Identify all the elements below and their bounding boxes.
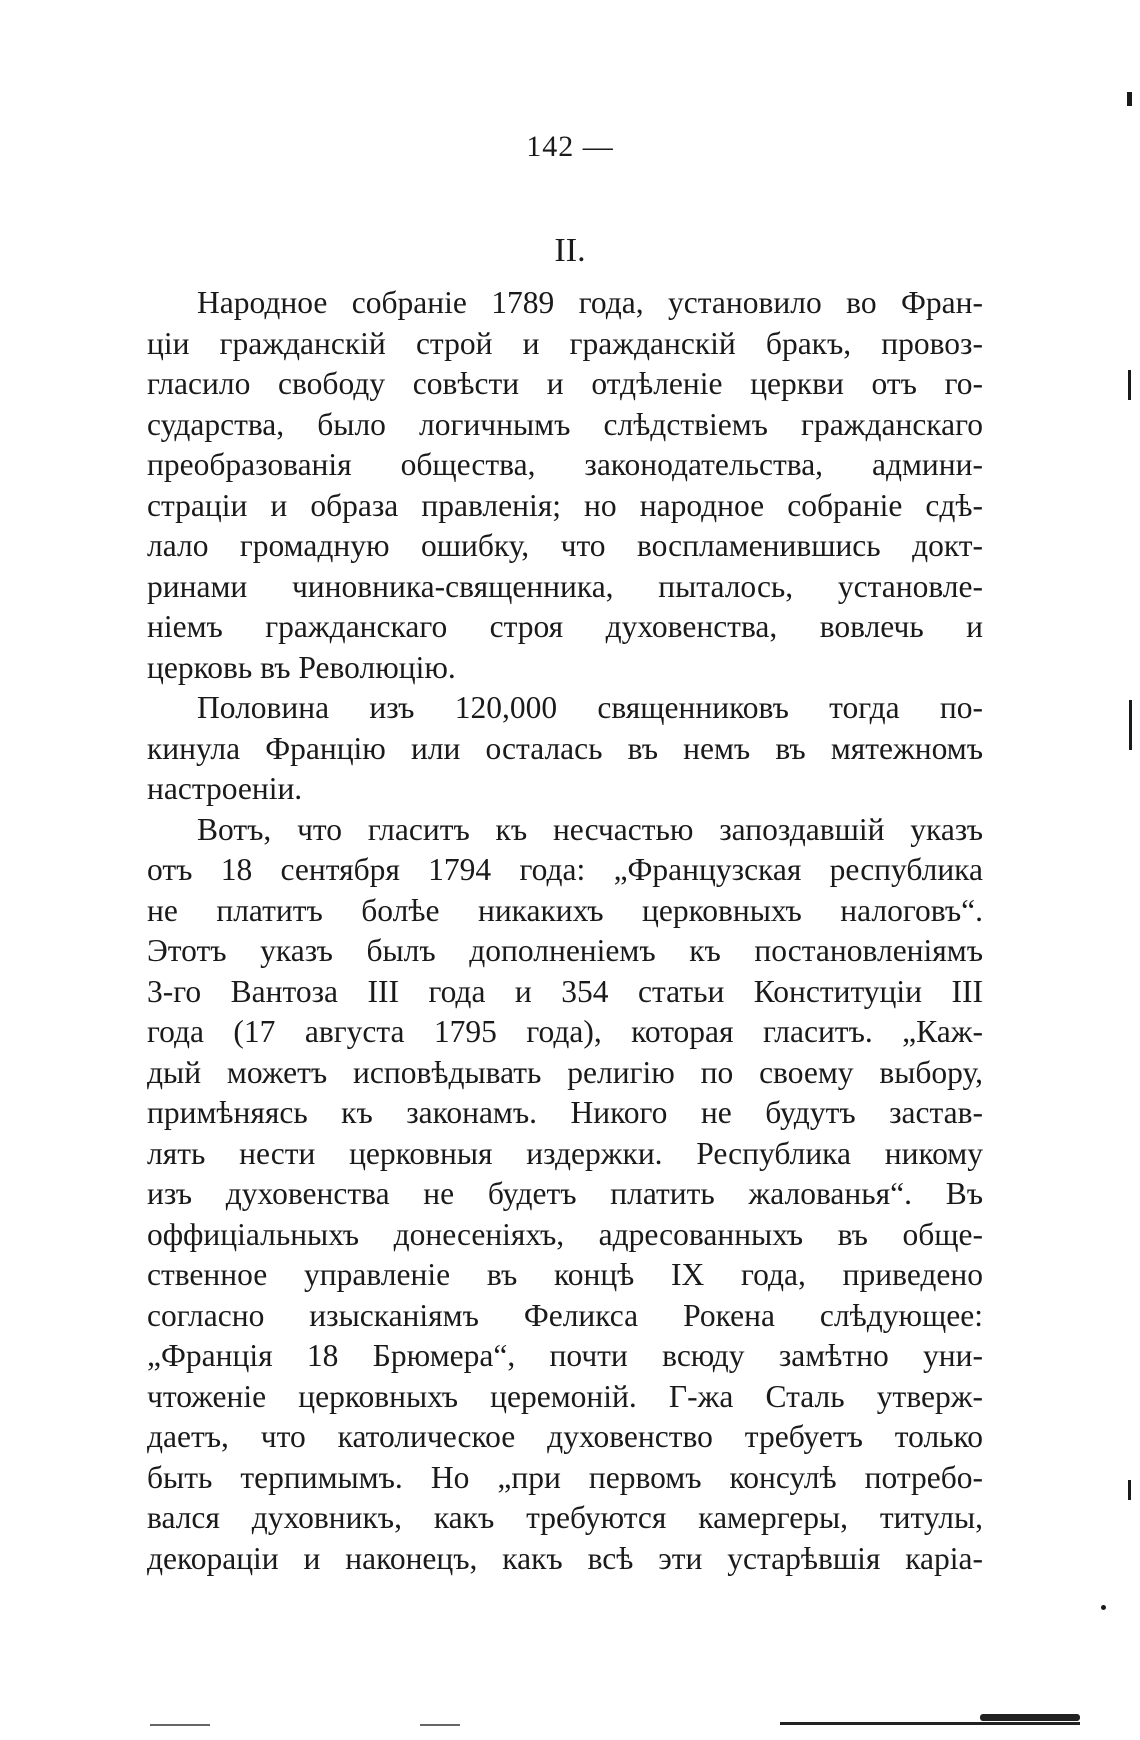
scan-edge-mark — [1128, 370, 1131, 400]
text-line: согласно изысканіямъ Феликса Рокена слѣдующее: — [147, 1297, 983, 1333]
scan-edge-mark — [1129, 700, 1132, 750]
text-line: Вотъ, что гласитъ къ несчастью запоздавшій указъ — [197, 811, 983, 847]
text-line: „Франція 18 Брюмера“, почти всюду замѣтно уни- — [147, 1338, 983, 1373]
text-line: примѣняясь къ законамъ. Никого не будутъ застав- — [147, 1095, 983, 1130]
scan-bottom-smudge — [420, 1724, 460, 1726]
text-line: лять нести церковныя издержки. Республика никому — [147, 1135, 983, 1171]
paragraph-1 — [147, 283, 983, 688]
paragraph-2 — [147, 688, 983, 810]
scan-bottom-smudge — [150, 1724, 210, 1726]
text-line: отъ 18 сентября 1794 года: „Французская республика — [147, 852, 983, 887]
scan-bottom-smudge — [980, 1714, 1080, 1721]
text-line: Половина изъ 120,000 священниковъ тогда по- — [197, 690, 983, 725]
text-line: преобразованія общества, законодательства, админи- — [147, 447, 983, 482]
text-line: страціи и образа правленія; но народное собраніе сдѣ- — [147, 487, 983, 523]
scan-bottom-smudge — [780, 1722, 1080, 1725]
text-line: года (17 августа 1795 года), которая гласитъ. „Каж- — [147, 1014, 983, 1049]
text-line: дый можетъ исповѣдывать религію по своему выбору, — [147, 1054, 983, 1090]
text-line: лало громадную ошибку, что воспламенившись докт- — [147, 528, 983, 563]
text-line: декораціи и наконецъ, какъ всѣ эти устарѣвшія каріа- — [147, 1540, 983, 1576]
text-line: не платитъ болѣе никакихъ церковныхъ налоговъ“. — [147, 892, 983, 928]
body-text — [147, 283, 983, 1579]
text-line: сударства, было логичнымъ слѣдствіемъ гражданскаго — [147, 406, 983, 442]
page-number: 142 — — [526, 130, 614, 163]
text-line: ніемъ гражданскаго строя духовенства, вовлечь и — [147, 609, 983, 644]
text-line: ственное управленіе въ концѣ IX года, приведено — [147, 1257, 983, 1292]
text-line: кинула Францію или осталась въ немъ въ мятежномъ — [147, 730, 983, 766]
text-line: Этотъ указъ былъ дополненіемъ къ постановленіямъ — [147, 933, 983, 968]
text-line: ціи гражданскій строй и гражданскій бракъ, провоз- — [147, 325, 983, 361]
text-line: изъ духовенства не будетъ платить жалованья“. Въ — [147, 1176, 983, 1211]
section-heading: II. — [554, 232, 586, 269]
text-line: ринами чиновника-священника, пыталось, установле- — [147, 568, 983, 604]
scan-edge-mark — [1127, 92, 1132, 106]
text-line: церковь въ Революцію. — [147, 649, 456, 685]
text-line: Народное собраніе 1789 года, установило во Фран- — [197, 285, 983, 320]
text-line: чтоженіе церковныхъ церемоній. Г-жа Сталь утверж- — [147, 1378, 983, 1414]
paragraph-3 — [147, 810, 983, 1580]
text-line: 3-го Вантоза III года и 354 статьи Конституціи III — [147, 973, 983, 1009]
text-line: оффиціальныхъ донесеніяхъ, адресованныхъ въ обще- — [147, 1216, 983, 1252]
text-line: быть терпимымъ. Но „при первомъ консулѣ потребо- — [147, 1459, 983, 1495]
scan-edge-mark — [1101, 1605, 1106, 1610]
text-line: гласило свободу совѣсти и отдѣленіе церкви отъ го- — [147, 366, 983, 401]
text-line: вался духовникъ, какъ требуются камергеры, титулы, — [147, 1500, 983, 1535]
text-line: настроеніи. — [147, 771, 303, 806]
scan-edge-mark — [1128, 1480, 1131, 1500]
text-line: даетъ, что католическое духовенство требуетъ только — [147, 1419, 983, 1454]
